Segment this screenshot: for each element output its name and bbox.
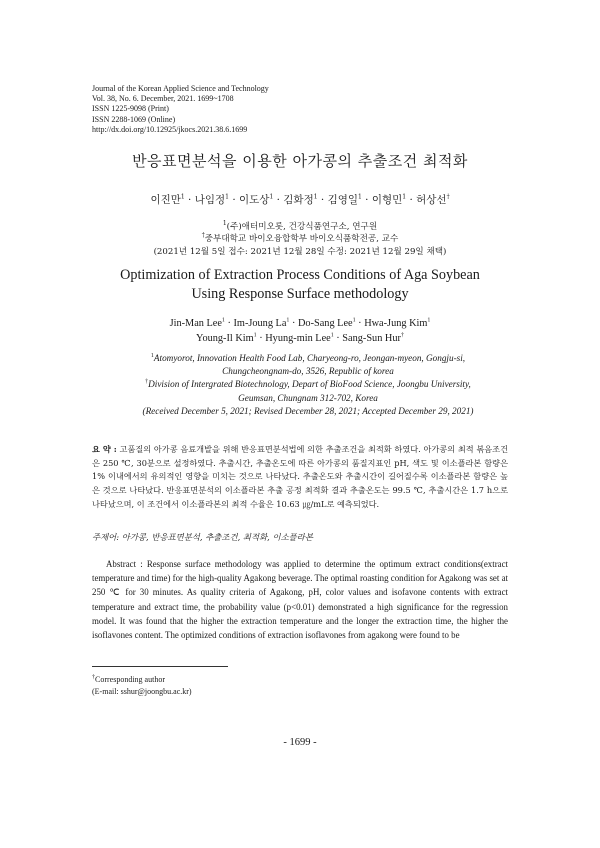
korean-abstract-heading: 요 약 : (92, 444, 117, 454)
author-affiliation-mark: 1 (269, 193, 274, 201)
author-name: 이진만 (150, 194, 181, 206)
author-name: 허상선 (416, 194, 447, 206)
author-affiliation-mark: 1 (180, 193, 185, 201)
footnote-divider (92, 666, 228, 667)
author-separator: · (228, 194, 239, 206)
author-separator: · (256, 333, 266, 344)
author-affiliation-mark: 1 (313, 193, 318, 201)
author-separator: · (289, 318, 298, 329)
author-name: Young-Il Kim (196, 333, 254, 344)
author-name: Sang-Sun Hur (342, 333, 401, 344)
footnote (92, 674, 192, 697)
author-separator: · (184, 194, 195, 206)
doi-link[interactable]: http://dx.doi.org/10.12925/jkocs.2021.38.6.1699 (92, 124, 248, 134)
author-name: Do-Sang Lee (297, 318, 353, 329)
author-separator: · (273, 194, 284, 206)
english-title-line-2: Using Response Surface methodology (191, 285, 409, 302)
korean-affiliation-2: †중부대학교 바이오융합학부 바이오식품학전공, 교수 (201, 232, 399, 245)
author-separator: · (406, 194, 417, 206)
english-title (0, 266, 600, 303)
english-affiliation-1-line-2: Chungcheongnam-do, 3526, Republic of korea (222, 366, 394, 377)
english-authors-line-1 (0, 316, 600, 331)
author-affiliation-mark: 1 (358, 193, 362, 201)
english-affiliation-2-line-1: †Division of Intergrated Biotechnology, Depart of BioFood Science, Joongbu University, (145, 379, 471, 390)
korean-keywords: 주제어: 아가콩, 반응표면분석, 추출조건, 최적화, 이소플라본 (92, 532, 313, 542)
english-authors (0, 316, 600, 346)
issn-online: ISSN 2288-1069 (Online) (92, 114, 176, 124)
author-affiliation-mark: 1 (352, 317, 356, 324)
korean-title: 반응표면분석을 이용한 아가콩의 추출조건 최적화 (132, 152, 468, 170)
korean-dates: (2021년 12월 5일 접수: 2021년 12월 28일 수정: 2021년 12월 29일 채택) (153, 246, 447, 257)
english-affiliations (118, 352, 498, 418)
author-name: 김화정 (283, 194, 314, 206)
author-name: 이도상 (239, 194, 270, 206)
english-authors-line-2 (0, 331, 600, 346)
english-abstract-heading: Abstract : (106, 559, 143, 569)
author-affiliation-mark: † (446, 193, 450, 201)
author-separator: · (355, 318, 365, 329)
journal-name: Journal of the Korean Applied Science and Technology (92, 84, 269, 93)
author-affiliation-mark: 1 (221, 317, 225, 324)
korean-abstract (92, 443, 508, 512)
korean-affiliation-1: $^1$(주)애터미오롯, 건강식품연구소, 연구원 (222, 220, 378, 232)
author-separator: · (317, 194, 328, 206)
author-affiliation-mark: 1 (427, 317, 431, 324)
author-separator: · (361, 194, 372, 206)
english-title-line-1: Optimization of Extraction Process Conditions of Aga Soybean (120, 267, 480, 283)
author-name: Hyung-min Lee (265, 333, 331, 344)
journal-volume: Vol. 38, No. 6. December, 2021. 1699~1708 (92, 94, 234, 104)
korean-affiliations (0, 221, 600, 258)
author-affiliation-mark: 1 (286, 317, 290, 324)
journal-header (92, 84, 269, 135)
author-name: 나임정 (194, 194, 226, 206)
english-affiliation-2-line-2: Geumsan, Chungnam 312-702, Korea (238, 392, 378, 403)
author-name: 김영일 (327, 194, 358, 206)
author-affiliation-mark: 1 (402, 193, 407, 201)
author-separator: · (224, 318, 234, 329)
author-name: Hwa-Jung Kim (364, 318, 428, 329)
author-separator: · (333, 333, 343, 344)
page-number: - 1699 - (283, 737, 317, 748)
english-abstract (92, 557, 508, 642)
footnote-email: (E-mail: sshur@joongbu.ac.kr) (92, 686, 192, 696)
english-dates: (Received December 5, 2021; Revised December 28, 2021; Accepted December 29, 2021) (142, 405, 474, 416)
author-affiliation-mark: 1 (330, 332, 334, 339)
issn-print: ISSN 1225-9098 (Print) (92, 104, 169, 114)
author-affiliation-mark: † (400, 332, 404, 339)
author-name: Jin-Man Lee (169, 318, 222, 329)
author-affiliation-mark: 1 (225, 193, 229, 201)
english-abstract-body: Response surface methodology was applied to determine the optimum extract conditions(extract temperature and time) for the high-quality Agakong beverage. The optimal roasting condition for Agakong was set at 250 ℃ for 30 minutes. As quality criteria of Agakong, pH, color values and isofavone contents with extract temperature and extract time, the probability value (p<0.01) demonstrated a high significance for the regression model. It was found that the higher the extraction temperature and the longer the extraction time, the higher the isoflavones content. The optimized conditions of extraction isoflavones from agakong were found to be (92, 559, 508, 641)
footnote-line-1: †Corresponding author (92, 674, 165, 684)
author-affiliation-mark: 1 (253, 332, 257, 339)
korean-abstract-body: 고품질의 아가콩 음료개발을 위해 반응표면분석법에 의한 추출조건을 최적화 하였다. 아가콩의 최적 볶음조건은 250 ℃, 30분으로 설정하였다. 추출시간, 추출온도에 따른 아가콩의 품질지표인 pH, 색도 및 이소플라본 함량은 1% 이내에서의 유의적인 영향을 미치는 것으로 나타났다. 추출온도와 추출시간이 길어질수록 이소플라본 함량은 높은 것으로 나타났다. 반응표면분석의 이소플라본 추출 공정 최적화 결과 추출온도는 99.5 ℃, 추출시간은 1.7 h으로 나타났으며, 이 조건에서 이소플라본의 최적 수율은 10.63 ㎍/mL로 예측되었다. (92, 444, 508, 509)
author-name: 이형민 (371, 194, 403, 206)
korean-authors (0, 192, 600, 207)
author-name: Im-Joung La (233, 318, 287, 329)
english-affiliation-1-line-1: $^1$Atomyorot, Innovation Health Food Lab, Charyeong-ro, Jeongan-myeon, Gongju-si, (150, 352, 466, 363)
